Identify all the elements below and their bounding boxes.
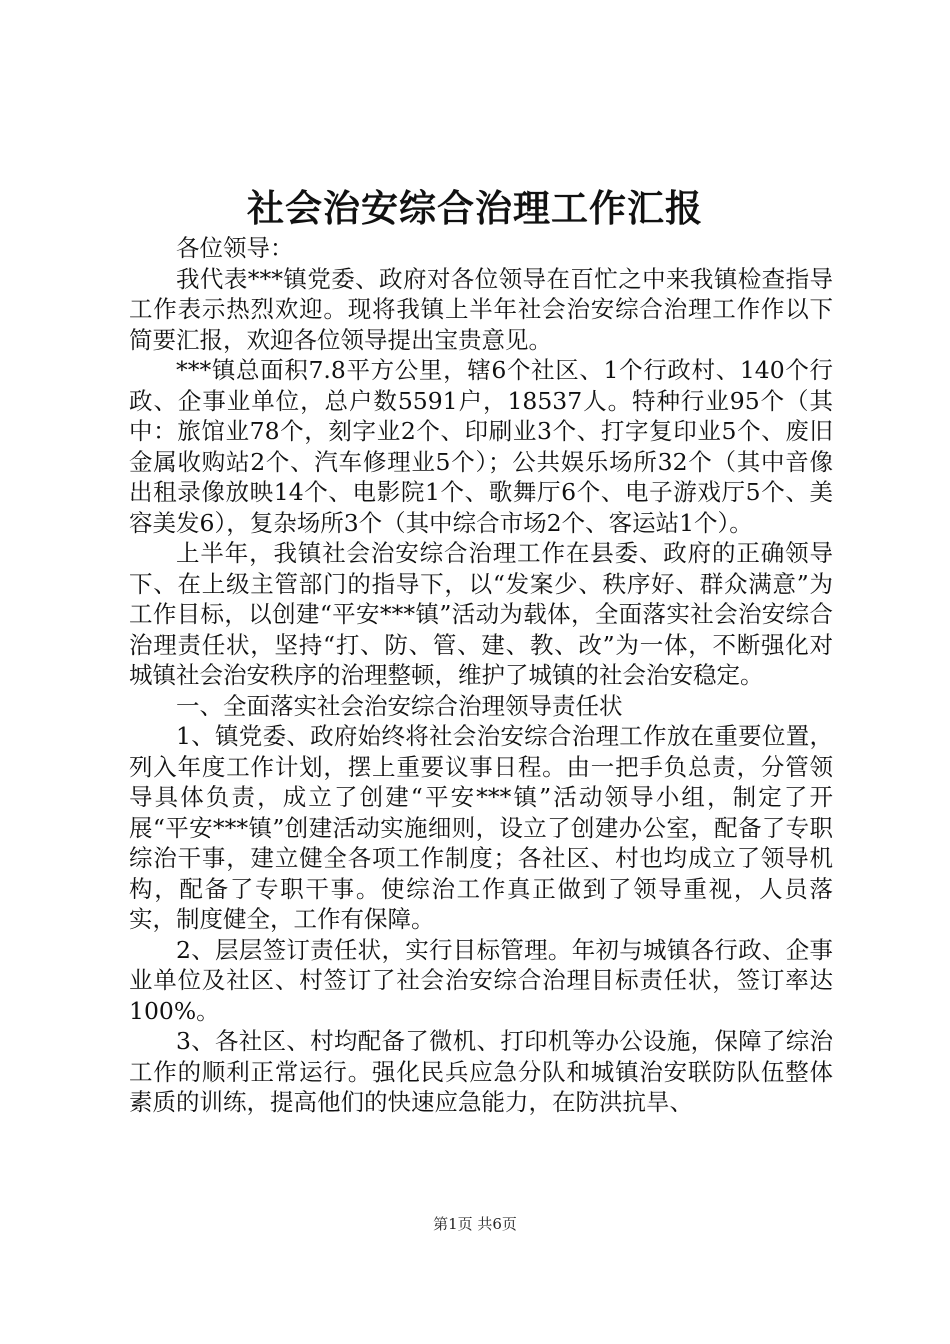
document-title: 社会治安综合治理工作汇报 (247, 186, 703, 230)
page-footer: 第1页 共6页 (433, 1215, 517, 1233)
section-heading-1: 一、全面落实社会治安综合治理领导责任状 (176, 691, 623, 720)
item-1-paragraph: 1、镇党委、政府始终将社会治安综合治理工作放在重要位置，列入年度工作计划，摆上重要议事日程。由一把手负总责，分管领导具体负责，成立了创建“平安***镇”活动领导小组，制定了开展“平安***镇”创建活动实施细则，设立了创建办公室，配备了专职综治干事，建立健全各项工作制度；各社区、村也均成立了领导机构，配备了专职干事。使综治工作真正做到了领导重视，人员落实，制度健全，工作有保障。 (129, 722, 833, 933)
welcome-paragraph: 我代表***镇党委、政府对各位领导在百忙之中来我镇检查指导工作表示热烈欢迎。现将我镇上半年社会治安综合治理工作作以下简要汇报，欢迎各位领导提出宝贵意见。 (129, 264, 833, 354)
item-3-paragraph: 3、各社区、村均配备了微机、打印机等办公设施，保障了综治工作的顺利正常运行。强化民兵应急分队和城镇治安联防队伍整体素质的训练，提高他们的快速应急能力，在防洪抗旱、 (129, 1027, 833, 1116)
salutation-paragraph: 各位领导： (176, 234, 294, 262)
document-body (129, 233, 833, 1118)
item-2-paragraph: 2、层层签订责任状，实行目标管理。年初与城镇各行政、企事业单位及社区、村签订了社会治安综合治理目标责任状，签订率达100%。 (129, 935, 833, 1025)
town-overview-paragraph: ***镇总面积7.8平方公里，辖6个社区、1个行政村、140个行政、企事业单位，总户数5591户，18537人。特种行业95个（其中：旅馆业78个，刻字业2个、印刷业3个、打字复印业5个、废旧金属收购站2个、汽车修理业5个）；公共娱乐场所32个（其中音像出租录像放映14个、电影院1个、歌舞厅6个、电子游戏厅5个、美容美发6），复杂场所3个（其中综合市场2个、客运站1个）。 (129, 356, 833, 537)
half-year-summary-paragraph: 上半年，我镇社会治安综合治理工作在县委、政府的正确领导下、在上级主管部门的指导下，以“发案少、秩序好、群众满意”为工作目标，以创建“平安***镇”活动为载体，全面落实社会治安综合治理责任状，坚持“打、防、管、建、教、改”为一体，不断强化对城镇社会治安秩序的治理整顿，维护了城镇的社会治安稳定。 (129, 539, 833, 689)
